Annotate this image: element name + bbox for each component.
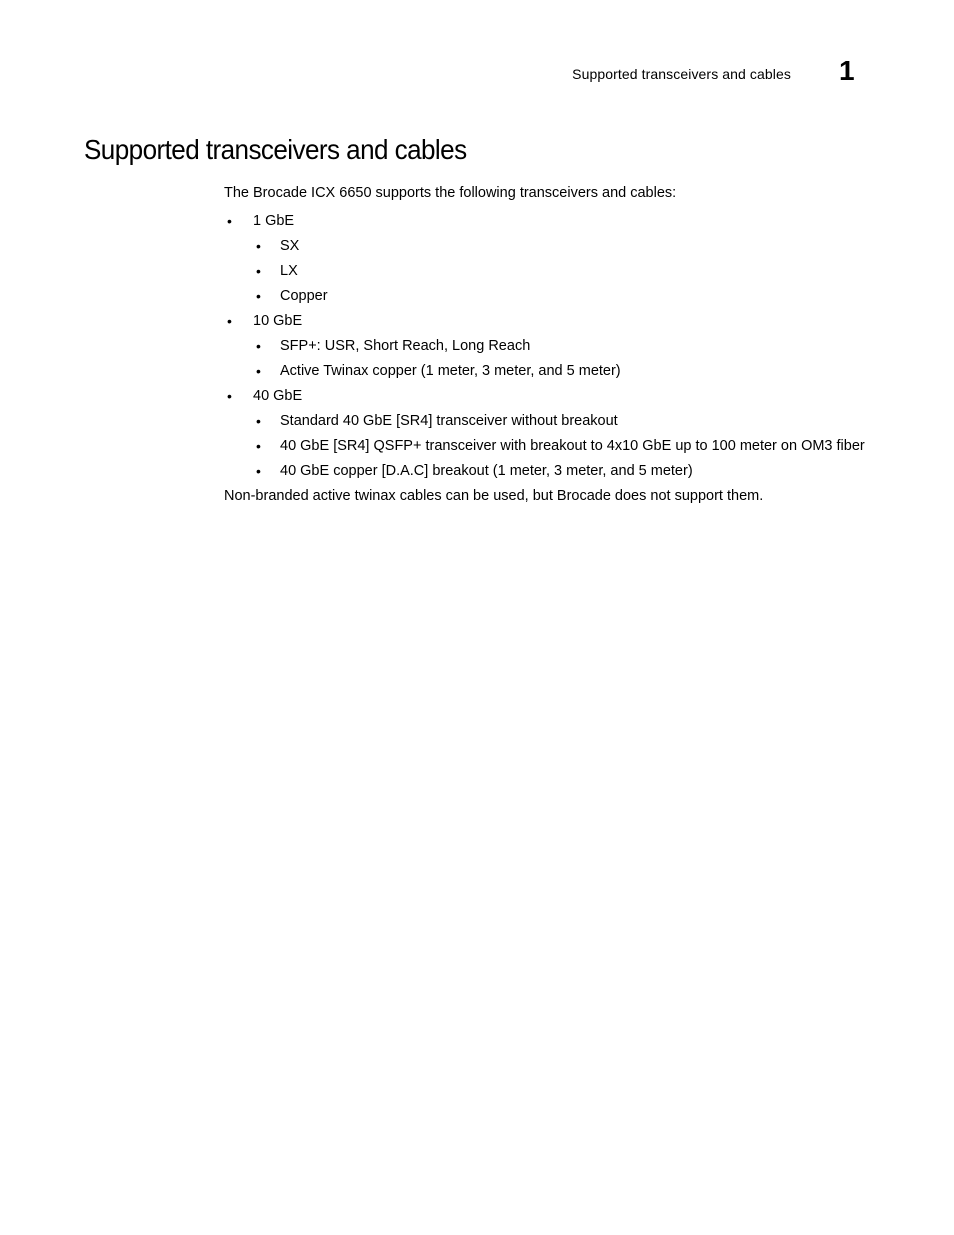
sublist-40gbe (253, 409, 914, 484)
running-header (0, 55, 954, 88)
list-item-label: 40 GbE copper [D.A.C] breakout (1 meter, 3 meter, and 5 meter) (280, 463, 693, 479)
list-item-10gbe (224, 309, 914, 384)
bullet-icon: • (256, 238, 261, 254)
list-item-label: Active Twinax copper (1 meter, 3 meter, and 5 meter) (280, 363, 621, 379)
intro-paragraph: The Brocade ICX 6650 supports the following transceivers and cables: (224, 185, 677, 201)
list-item (253, 459, 914, 484)
list-item (253, 359, 914, 384)
bullet-icon: • (256, 363, 261, 379)
list-item (253, 284, 914, 309)
list-item-label: LX (280, 263, 298, 279)
list-item-label: SFP+: USR, Short Reach, Long Reach (280, 338, 531, 354)
list-item-label: Copper (280, 288, 328, 304)
list-item (253, 409, 914, 434)
bullet-icon: • (256, 413, 261, 429)
bullet-icon: • (256, 438, 261, 454)
list-item (253, 334, 914, 359)
list-item-1gbe (224, 209, 914, 309)
sublist-1gbe (253, 234, 914, 309)
header-section-title: Supported transceivers and cables (572, 66, 791, 82)
list-item (253, 434, 914, 459)
list-item-label: 10 GbE (253, 313, 303, 329)
list-item-label: Standard 40 GbE [SR4] transceiver without breakout (280, 413, 618, 429)
list-item-label: 40 GbE [SR4] QSFP+ transceiver with breakout to 4x10 GbE up to 100 meter on OM3 fiber (280, 438, 865, 454)
content-body (224, 181, 914, 509)
list-item-40gbe (224, 384, 914, 484)
bullet-icon: • (227, 313, 232, 329)
sublist-10gbe (253, 334, 914, 384)
list-item-label: 1 GbE (253, 213, 295, 229)
list-item-label: SX (280, 238, 300, 254)
chapter-number: 1 (839, 55, 855, 86)
bullet-icon: • (256, 338, 261, 354)
list-item (253, 259, 914, 284)
page-title: Supported transceivers and cables (84, 134, 467, 165)
bullet-icon: • (227, 388, 232, 404)
bullet-icon: • (227, 213, 232, 229)
bullet-icon: • (256, 463, 261, 479)
transceiver-list (224, 209, 914, 484)
bullet-icon: • (256, 263, 261, 279)
bullet-icon: • (256, 288, 261, 304)
list-item (253, 234, 914, 259)
list-item-label: 40 GbE (253, 388, 303, 404)
footnote-paragraph: Non-branded active twinax cables can be used, but Brocade does not support them. (224, 488, 764, 504)
